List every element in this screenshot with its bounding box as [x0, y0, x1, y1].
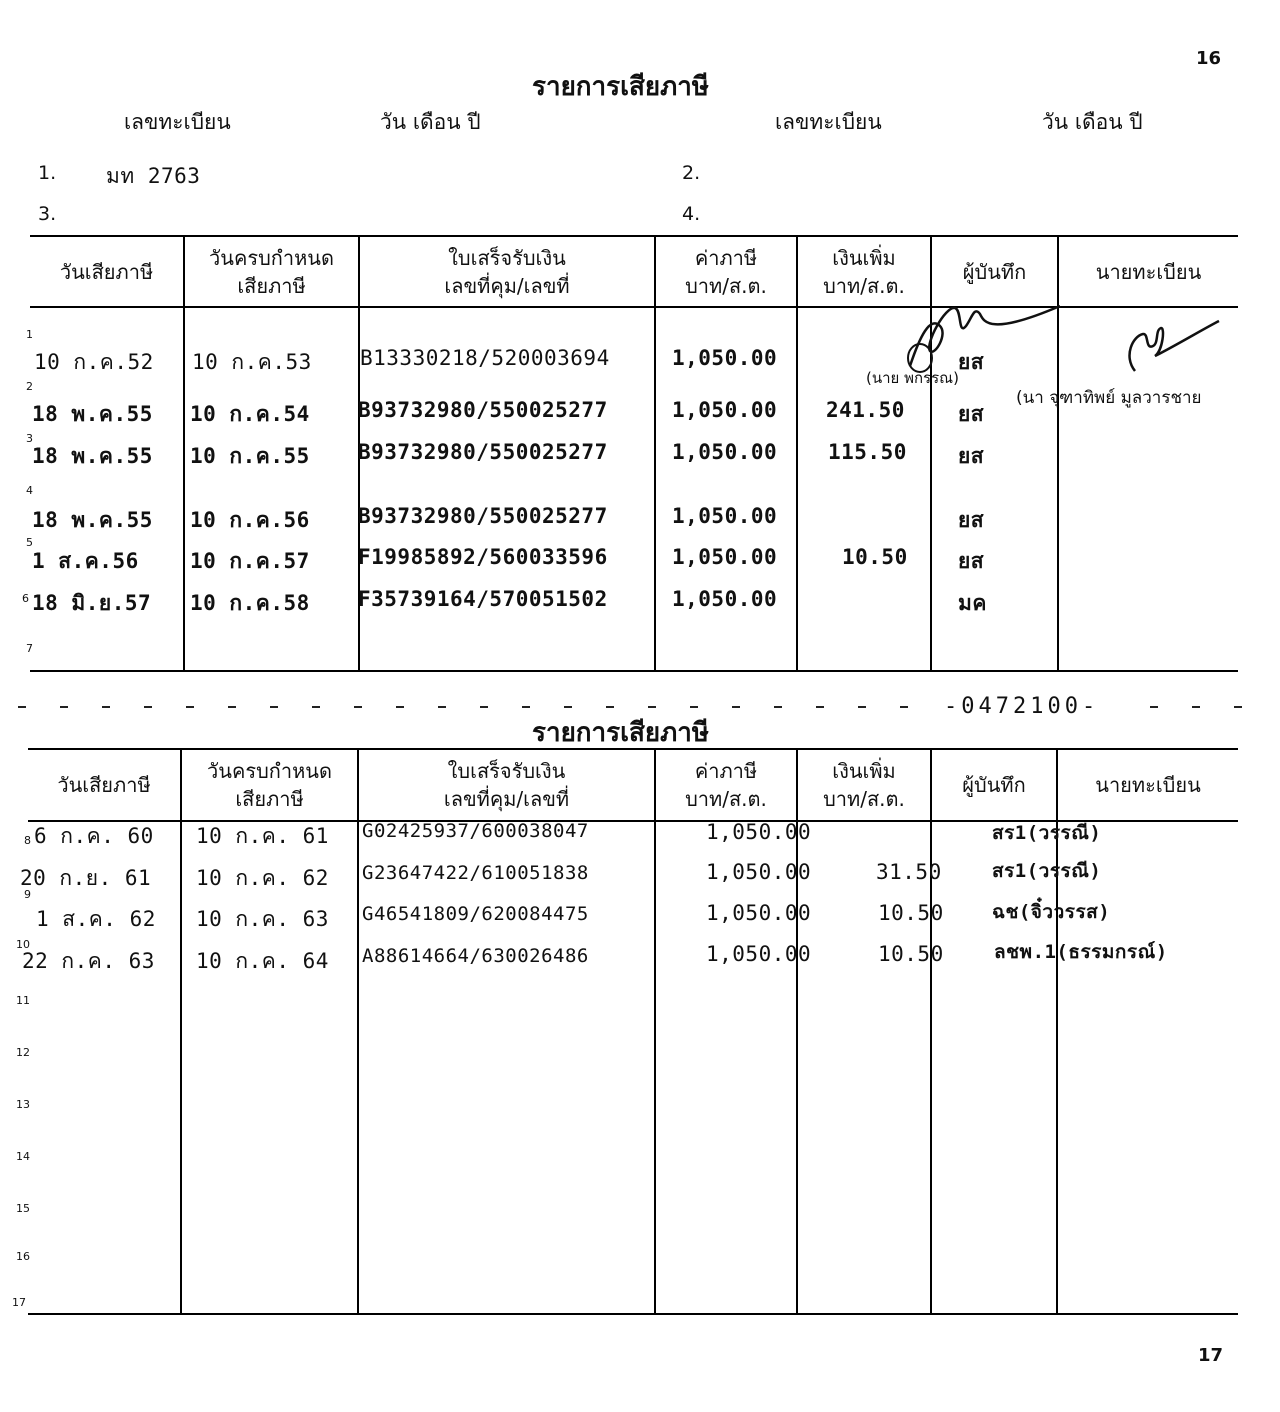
recorder: ยส — [958, 508, 985, 532]
due-date: 10 ก.ค. 62 — [196, 866, 329, 890]
pay-date: 6 ก.ค. 60 — [34, 824, 154, 848]
date-label-right: วัน เดือน ปี — [1042, 110, 1143, 134]
recorder: ยส — [958, 402, 985, 426]
doc-code: -0472100- — [944, 694, 1100, 719]
col-receipt-l1: ใบเสร็จรับเงิน — [447, 759, 566, 783]
extra-amount: 10.50 — [842, 545, 908, 569]
receipt-number: G02425937/600038047 — [362, 820, 589, 842]
col-extra-l1: เงินเพิ่ม — [832, 759, 896, 783]
receipt-number: G46541809/620084475 — [362, 903, 589, 925]
row-number: 11 — [16, 994, 30, 1007]
recorder: สร1(วรรณี) — [992, 860, 1102, 882]
recorder: ยส — [958, 549, 985, 573]
pay-date: 10 ก.ค.52 — [34, 350, 154, 374]
pay-date: 18 พ.ค.55 — [32, 444, 153, 468]
receipt-number: F19985892/560033596 — [358, 545, 608, 569]
due-date: 10 ก.ค. 61 — [196, 824, 329, 848]
row-number: 17 — [12, 1296, 26, 1309]
section-title-1: รายการเสียภาษี — [532, 72, 709, 102]
row-number: 14 — [16, 1150, 30, 1163]
col-due-l1: วันครบกำหนด — [209, 246, 334, 270]
due-date: 10 ก.ค. 63 — [196, 907, 329, 931]
col-registrar: นายทะเบียน — [1095, 260, 1202, 284]
col-due-l2: เสียภาษี — [237, 274, 306, 298]
pay-date: 1 ส.ค.56 — [32, 549, 139, 573]
row-number: 13 — [16, 1098, 30, 1111]
recorder: สร1(วรรณี) — [992, 822, 1102, 844]
tax-amount: 1,050.00 — [706, 942, 812, 966]
recorder: ยส — [958, 350, 985, 374]
receipt-number: B13330218/520003694 — [360, 346, 610, 370]
pay-date: 18 มิ.ย.57 — [32, 591, 152, 615]
tax-amount: 1,050.00 — [672, 346, 778, 370]
receipt-number: B93732980/550025277 — [358, 440, 608, 464]
due-date: 10 ก.ค.57 — [190, 549, 310, 573]
col-registrar: นายทะเบียน — [1095, 773, 1201, 797]
tax-amount: 1,050.00 — [672, 398, 778, 422]
recorder-signature-icon — [900, 296, 1070, 376]
pay-date: 18 พ.ค.55 — [32, 508, 153, 532]
tax-amount: 1,050.00 — [672, 440, 778, 464]
recorder: ลชพ.1(ธรรมกรณ์) — [994, 941, 1168, 963]
col-pay-date: วันเสียภาษี — [59, 260, 154, 284]
receipt-number: F35739164/570051502 — [358, 587, 608, 611]
col-extra-l2: บาท/ส.ต. — [823, 787, 905, 811]
tax-amount: 1,050.00 — [706, 860, 812, 884]
section-title-2: รายการเสียภาษี — [532, 718, 709, 748]
row-number: 16 — [16, 1250, 30, 1263]
col-receipt-l1: ใบเสร็จรับเงิน — [448, 246, 566, 270]
col-recorder: ผู้บันทึก — [962, 260, 1027, 284]
pay-date: 20 ก.ย. 61 — [20, 866, 152, 890]
due-date: 10 ก.ค.54 — [190, 402, 310, 426]
due-date: 10 ก.ค.55 — [190, 444, 310, 468]
col-tax-l2: บาท/ส.ต. — [685, 787, 767, 811]
col-pay-date: วันเสียภาษี — [57, 773, 151, 797]
due-date: 10 ก.ค.56 — [190, 508, 310, 532]
recorder: ยส — [958, 444, 985, 468]
stamp-text-1: (นาย พกรรณ) — [866, 369, 959, 387]
tax-amount: 1,050.00 — [706, 820, 812, 844]
extra-amount: 10.50 — [878, 901, 944, 925]
tax-amount: 1,050.00 — [672, 545, 778, 569]
registrar-signature-icon — [1115, 316, 1225, 376]
date-label-left: วัน เดือน ปี — [380, 110, 481, 134]
reg-label-right: เลขทะเบียน — [775, 110, 882, 134]
pay-date: 18 พ.ค.55 — [32, 402, 153, 426]
reg-num-3: 3. — [38, 203, 57, 225]
extra-amount: 241.50 — [826, 398, 905, 422]
col-extra-l2: บาท/ส.ต. — [823, 274, 905, 298]
due-date: 10 ก.ค.58 — [190, 591, 310, 615]
page-number-bottom: 17 — [1198, 1345, 1224, 1366]
col-receipt-l2: เลขที่คุม/เลขที่ — [444, 274, 570, 298]
tax-amount: 1,050.00 — [672, 504, 778, 528]
col-due-l2: เสียภาษี — [235, 787, 304, 811]
reg-num-4: 4. — [682, 203, 701, 225]
extra-amount: 10.50 — [878, 942, 944, 966]
col-tax-l1: ค่าภาษี — [694, 246, 758, 270]
receipt-number: G23647422/610051838 — [362, 862, 589, 884]
stamp-text-2: (นา จุฑาทิพย์ มูลวารชาย — [1016, 388, 1202, 408]
reg-label-left: เลขทะเบียน — [124, 110, 231, 134]
extra-amount: 31.50 — [876, 860, 942, 884]
receipt-number: B93732980/550025277 — [358, 504, 608, 528]
pay-date: 1 ส.ค. 62 — [36, 907, 156, 931]
col-due-l1: วันครบกำหนด — [207, 759, 332, 783]
page-number-top: 16 — [1196, 48, 1222, 69]
tax-amount: 1,050.00 — [706, 901, 812, 925]
col-tax-l1: ค่าภาษี — [694, 759, 758, 783]
recorder: ฉช(จิ๋ววรรส) — [992, 901, 1111, 923]
extra-amount: 115.50 — [828, 440, 907, 464]
reg-num-1: 1. — [38, 162, 57, 184]
col-recorder: ผู้บันทึก — [962, 773, 1026, 797]
receipt-number: A88614664/630026486 — [362, 945, 589, 967]
tax-amount: 1,050.00 — [672, 587, 778, 611]
receipt-number: B93732980/550025277 — [358, 398, 608, 422]
row-number: 12 — [16, 1046, 30, 1059]
row-number: 15 — [16, 1202, 30, 1215]
due-date: 10 ก.ค. 64 — [196, 949, 329, 973]
due-date: 10 ก.ค.53 — [192, 350, 312, 374]
reg-num-2: 2. — [682, 162, 701, 184]
pay-date: 22 ก.ค. 63 — [22, 949, 155, 973]
recorder: มค — [958, 591, 987, 615]
col-tax-l2: บาท/ส.ต. — [685, 274, 767, 298]
col-receipt-l2: เลขที่คุม/เลขที่ — [443, 787, 570, 811]
col-extra-l1: เงินเพิ่ม — [832, 246, 896, 270]
reg-value-1: มท 2763 — [106, 164, 201, 188]
